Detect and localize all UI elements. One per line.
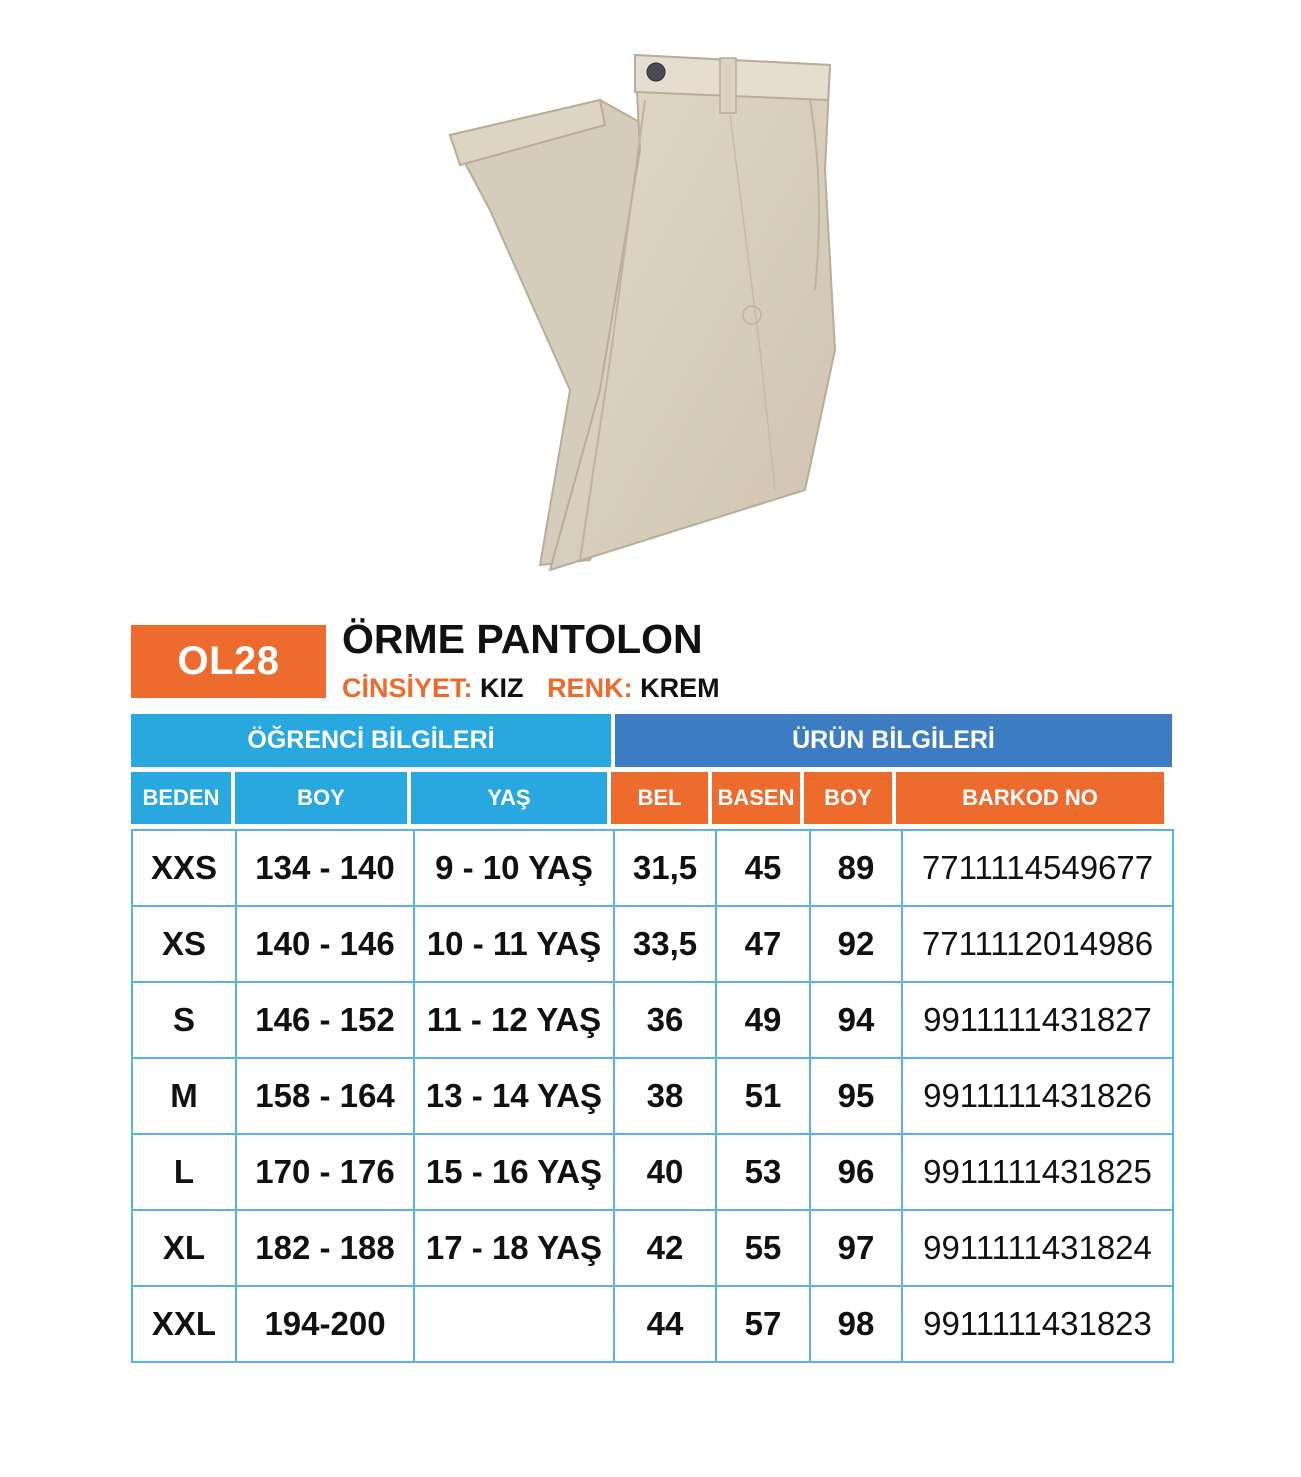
table-row bbox=[132, 1058, 1173, 1134]
cell-bel: 38 bbox=[614, 1058, 716, 1134]
header-yas: YAŞ bbox=[411, 772, 607, 824]
cell-urun-boy: 89 bbox=[810, 830, 902, 906]
cell-barkod: 9911111431826 bbox=[902, 1058, 1173, 1134]
product-info-header: ÜRÜN BİLGİLERİ bbox=[615, 714, 1172, 767]
color-value: KREM bbox=[640, 673, 720, 703]
size-table bbox=[131, 829, 1174, 1363]
cell-yas bbox=[414, 1286, 614, 1362]
cell-basen: 47 bbox=[716, 906, 810, 982]
cell-barkod: 9911111431824 bbox=[902, 1210, 1173, 1286]
cell-yas: 13 - 14 YAŞ bbox=[414, 1058, 614, 1134]
cell-boy: 134 - 140 bbox=[236, 830, 414, 906]
table-row bbox=[132, 906, 1173, 982]
size-chart bbox=[131, 714, 1172, 1363]
cell-beden: M bbox=[132, 1058, 236, 1134]
cell-boy: 170 - 176 bbox=[236, 1134, 414, 1210]
cell-basen: 57 bbox=[716, 1286, 810, 1362]
cell-yas: 10 - 11 YAŞ bbox=[414, 906, 614, 982]
cell-bel: 42 bbox=[614, 1210, 716, 1286]
cell-beden: XL bbox=[132, 1210, 236, 1286]
color-label: RENK: bbox=[547, 673, 633, 703]
cell-urun-boy: 95 bbox=[810, 1058, 902, 1134]
table-row bbox=[132, 1210, 1173, 1286]
header-beden: BEDEN bbox=[131, 772, 231, 824]
cell-bel: 44 bbox=[614, 1286, 716, 1362]
cell-basen: 55 bbox=[716, 1210, 810, 1286]
cell-basen: 49 bbox=[716, 982, 810, 1058]
header-urun-boy: BOY bbox=[804, 772, 892, 824]
cell-bel: 36 bbox=[614, 982, 716, 1058]
cell-beden: L bbox=[132, 1134, 236, 1210]
cell-urun-boy: 96 bbox=[810, 1134, 902, 1210]
cell-boy: 158 - 164 bbox=[236, 1058, 414, 1134]
cell-barkod: 9911111431825 bbox=[902, 1134, 1173, 1210]
table-row bbox=[132, 1134, 1173, 1210]
cell-barkod: 7711112014986 bbox=[902, 906, 1173, 982]
table-row bbox=[132, 1286, 1173, 1362]
cell-basen: 45 bbox=[716, 830, 810, 906]
cell-urun-boy: 97 bbox=[810, 1210, 902, 1286]
header-bel: BEL bbox=[611, 772, 708, 824]
cell-beden: XXS bbox=[132, 830, 236, 906]
cell-boy: 194-200 bbox=[236, 1286, 414, 1362]
cell-urun-boy: 92 bbox=[810, 906, 902, 982]
column-header-row bbox=[131, 772, 1172, 824]
cell-beden: S bbox=[132, 982, 236, 1058]
cell-yas: 15 - 16 YAŞ bbox=[414, 1134, 614, 1210]
cell-yas: 17 - 18 YAŞ bbox=[414, 1210, 614, 1286]
table-row bbox=[132, 830, 1173, 906]
cell-yas: 9 - 10 YAŞ bbox=[414, 830, 614, 906]
cell-beden: XS bbox=[132, 906, 236, 982]
product-meta bbox=[342, 673, 736, 704]
cell-barkod: 7711114549677 bbox=[902, 830, 1173, 906]
cream-knit-trousers-image bbox=[430, 30, 860, 580]
cell-boy: 140 - 146 bbox=[236, 906, 414, 982]
cell-urun-boy: 98 bbox=[810, 1286, 902, 1362]
cell-barkod: 9911111431823 bbox=[902, 1286, 1173, 1362]
cell-barkod: 9911111431827 bbox=[902, 982, 1173, 1058]
cell-boy: 146 - 152 bbox=[236, 982, 414, 1058]
product-title: ÖRME PANTOLON bbox=[342, 616, 703, 662]
cell-bel: 40 bbox=[614, 1134, 716, 1210]
cell-beden: XXL bbox=[132, 1286, 236, 1362]
cell-boy: 182 - 188 bbox=[236, 1210, 414, 1286]
cell-basen: 53 bbox=[716, 1134, 810, 1210]
cell-basen: 51 bbox=[716, 1058, 810, 1134]
cell-bel: 31,5 bbox=[614, 830, 716, 906]
group-header-row bbox=[131, 714, 1172, 767]
product-code-badge: OL28 bbox=[131, 625, 326, 698]
gender-label: CİNSİYET: bbox=[342, 673, 473, 703]
gender-value: KIZ bbox=[480, 673, 524, 703]
table-row bbox=[132, 982, 1173, 1058]
cell-bel: 33,5 bbox=[614, 906, 716, 982]
header-boy: BOY bbox=[235, 772, 407, 824]
header-barkod: BARKOD NO bbox=[896, 772, 1164, 824]
cell-yas: 11 - 12 YAŞ bbox=[414, 982, 614, 1058]
cell-urun-boy: 94 bbox=[810, 982, 902, 1058]
student-info-header: ÖĞRENCİ BİLGİLERİ bbox=[131, 714, 611, 767]
header-basen: BASEN bbox=[712, 772, 800, 824]
